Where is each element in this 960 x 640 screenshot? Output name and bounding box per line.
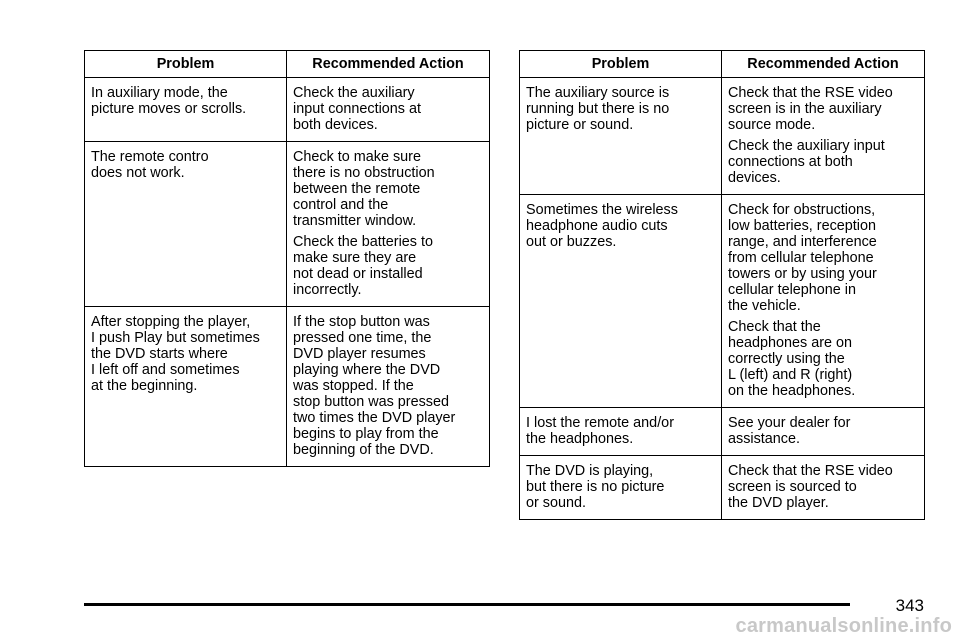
problem-cell [520, 195, 722, 408]
header-recommended-action: Recommended Action [722, 51, 925, 78]
action-text: See your dealer for assistance. [728, 415, 851, 447]
table-row [520, 78, 925, 195]
table-row [85, 142, 490, 307]
problem-cell [85, 142, 287, 307]
action-text: If the stop button was pressed one time, the DVD player resumes playing where the DVD was stopped. If the stop button was pressed two times the DVD player begins to play from the beginning of the DVD. [293, 314, 456, 458]
action-text: Check that the RSE video screen is in the auxiliary source mode. [728, 85, 893, 133]
table-row [520, 195, 925, 408]
table-row [85, 307, 490, 467]
action-cell [722, 78, 925, 195]
action-text: Check the batteries to make sure they are not dead or installed incorrectly. [293, 234, 433, 298]
action-text: Check that the RSE video screen is sourced to the DVD player. [728, 463, 893, 511]
problem-text: I lost the remote and/or the headphones. [526, 415, 674, 447]
problem-text: The DVD is playing, but there is no picture or sound. [526, 463, 665, 511]
action-text: Check for obstructions, low batteries, reception range, and interference from cellular telephone towers or by using your cellular telephone in the vehicle. [728, 202, 877, 314]
action-cell [287, 307, 490, 467]
watermark-logo: carmanualsonline.info [735, 615, 952, 637]
problem-cell [85, 78, 287, 142]
header-problem: Problem [520, 51, 722, 78]
footer-rule [84, 603, 850, 606]
troubleshooting-table-left [84, 50, 490, 467]
table-row [520, 408, 925, 456]
problem-text: In auxiliary mode, the picture moves or scrolls. [91, 85, 247, 117]
troubleshooting-table-right [519, 50, 925, 520]
problem-cell [520, 408, 722, 456]
action-text: Check the auxiliary input connections at both devices. [293, 85, 422, 133]
action-cell [287, 142, 490, 307]
table-row [85, 78, 490, 142]
header-recommended-action: Recommended Action [287, 51, 490, 78]
page-number: 343 [895, 596, 924, 615]
action-cell [722, 195, 925, 408]
problem-text: The remote contro does not work. [91, 149, 209, 181]
action-cell [722, 456, 925, 520]
problem-cell [520, 456, 722, 520]
action-cell [287, 78, 490, 142]
table-row [520, 456, 925, 520]
action-text: Check that the headphones are on correctly using the L (left) and R (right) on the headphones. [728, 319, 856, 399]
problem-text: Sometimes the wireless headphone audio cuts out or buzzes. [526, 202, 678, 250]
action-text: Check to make sure there is no obstruction between the remote control and the transmitter window. [293, 149, 435, 229]
problem-cell [85, 307, 287, 467]
action-cell [722, 408, 925, 456]
header-problem: Problem [85, 51, 287, 78]
problem-text: After stopping the player, I push Play but sometimes the DVD starts where I left off and sometimes at the beginning. [91, 314, 260, 394]
table-header-row [520, 51, 925, 78]
problem-text: The auxiliary source is running but there is no picture or sound. [526, 85, 670, 133]
table-header-row [85, 51, 490, 78]
action-text: Check the auxiliary input connections at both devices. [728, 138, 885, 186]
problem-cell [520, 78, 722, 195]
